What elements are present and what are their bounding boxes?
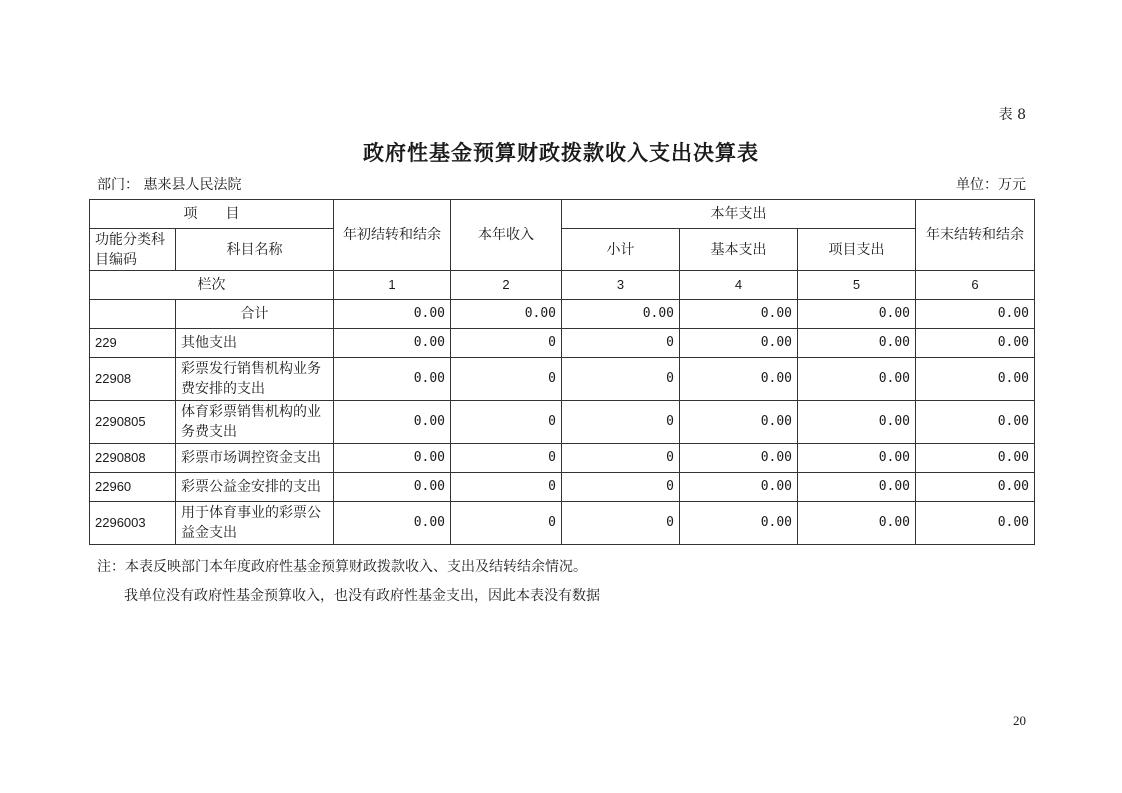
- department-label: 部门： 惠来县人民法院: [97, 177, 242, 193]
- subject-name-cell: 体育彩票销售机构的业务费支出: [176, 401, 334, 444]
- value-cell: 0.00: [680, 401, 798, 444]
- index-cell: 5: [798, 271, 916, 300]
- subject-name-cell: 彩票市场调控资金支出: [176, 444, 334, 473]
- total-row: [90, 300, 1035, 329]
- func-code-cell: 22960: [90, 473, 176, 502]
- value-cell: 0.00: [916, 444, 1035, 473]
- total-code-cell: [90, 300, 176, 329]
- value-cell: 0: [451, 329, 562, 358]
- value-cell: 0.00: [916, 300, 1035, 329]
- value-cell: 0.00: [680, 329, 798, 358]
- no-data-statement: 我单位没有政府性基金预算收入，也没有政府性基金支出，因此本表没有数据: [124, 588, 600, 604]
- value-cell: 0.00: [562, 300, 680, 329]
- value-cell: 0: [451, 401, 562, 444]
- footnote: 注：本表反映部门本年度政府性基金预算财政拨款收入、支出及结转结余情况。: [97, 559, 587, 575]
- value-cell: 0.00: [680, 502, 798, 545]
- value-cell: 0.00: [798, 473, 916, 502]
- table-row: [90, 473, 1035, 502]
- value-cell: 0.00: [798, 401, 916, 444]
- value-cell: 0.00: [798, 300, 916, 329]
- value-cell: 0.00: [680, 358, 798, 401]
- func-code-cell: 2290805: [90, 401, 176, 444]
- value-cell: 0: [451, 358, 562, 401]
- header-basic-expense: 基本支出: [680, 229, 798, 271]
- value-cell: 0.00: [916, 502, 1035, 545]
- header-begin-balance: 年初结转和结余: [334, 200, 451, 271]
- index-cell: 3: [562, 271, 680, 300]
- value-cell: 0: [562, 329, 680, 358]
- total-label: 合计: [176, 300, 334, 329]
- header-item-group: 项 目: [90, 200, 334, 229]
- value-cell: 0.00: [680, 444, 798, 473]
- page-title: 政府性基金预算财政拨款收入支出决算表: [363, 140, 759, 165]
- value-cell: 0: [562, 502, 680, 545]
- value-cell: 0: [451, 444, 562, 473]
- func-code-cell: 2290808: [90, 444, 176, 473]
- index-cell: 2: [451, 271, 562, 300]
- table-row: [90, 329, 1035, 358]
- header-end-balance: 年末结转和结余: [916, 200, 1035, 271]
- subject-name-cell: 其他支出: [176, 329, 334, 358]
- index-cell: 1: [334, 271, 451, 300]
- value-cell: 0.00: [334, 329, 451, 358]
- value-cell: 0.00: [916, 358, 1035, 401]
- value-cell: 0.00: [798, 329, 916, 358]
- value-cell: 0.00: [334, 300, 451, 329]
- value-cell: 0.00: [334, 502, 451, 545]
- header-subject-name: 科目名称: [176, 229, 334, 271]
- value-cell: 0: [451, 502, 562, 545]
- value-cell: 0.00: [798, 502, 916, 545]
- value-cell: 0.00: [916, 473, 1035, 502]
- value-cell: 0.00: [334, 473, 451, 502]
- value-cell: 0.00: [680, 300, 798, 329]
- value-cell: 0: [562, 444, 680, 473]
- value-cell: 0.00: [680, 473, 798, 502]
- func-code-cell: 229: [90, 329, 176, 358]
- value-cell: 0.00: [334, 401, 451, 444]
- value-cell: 0.00: [798, 444, 916, 473]
- value-cell: 0.00: [334, 444, 451, 473]
- index-cell: 6: [916, 271, 1035, 300]
- func-code-cell: 22908: [90, 358, 176, 401]
- table-row: [90, 401, 1035, 444]
- subject-name-cell: 彩票发行销售机构业务费安排的支出: [176, 358, 334, 401]
- subject-name-cell: 用于体育事业的彩票公益金支出: [176, 502, 334, 545]
- value-cell: 0: [451, 473, 562, 502]
- value-cell: 0.00: [451, 300, 562, 329]
- func-code-cell: 2296003: [90, 502, 176, 545]
- budget-table: [89, 199, 1035, 545]
- header-income: 本年收入: [451, 200, 562, 271]
- value-cell: 0.00: [916, 329, 1035, 358]
- header-expense-group: 本年支出: [562, 200, 916, 229]
- index-cell: 4: [680, 271, 798, 300]
- header-func-code: 功能分类科目编码: [90, 229, 176, 271]
- unit-label: 单位：万元: [956, 177, 1026, 193]
- value-cell: 0: [562, 473, 680, 502]
- value-cell: 0: [562, 358, 680, 401]
- table-row: [90, 444, 1035, 473]
- value-cell: 0.00: [798, 358, 916, 401]
- index-row: [90, 271, 1035, 300]
- page-number: 20: [1013, 713, 1026, 728]
- value-cell: 0: [562, 401, 680, 444]
- header-subtotal: 小计: [562, 229, 680, 271]
- header-project-expense: 项目支出: [798, 229, 916, 271]
- index-label: 栏次: [90, 271, 334, 300]
- table-row: [90, 502, 1035, 545]
- value-cell: 0.00: [916, 401, 1035, 444]
- table-row: [90, 358, 1035, 401]
- table-number: 表 8: [998, 107, 1026, 123]
- value-cell: 0.00: [334, 358, 451, 401]
- subject-name-cell: 彩票公益金安排的支出: [176, 473, 334, 502]
